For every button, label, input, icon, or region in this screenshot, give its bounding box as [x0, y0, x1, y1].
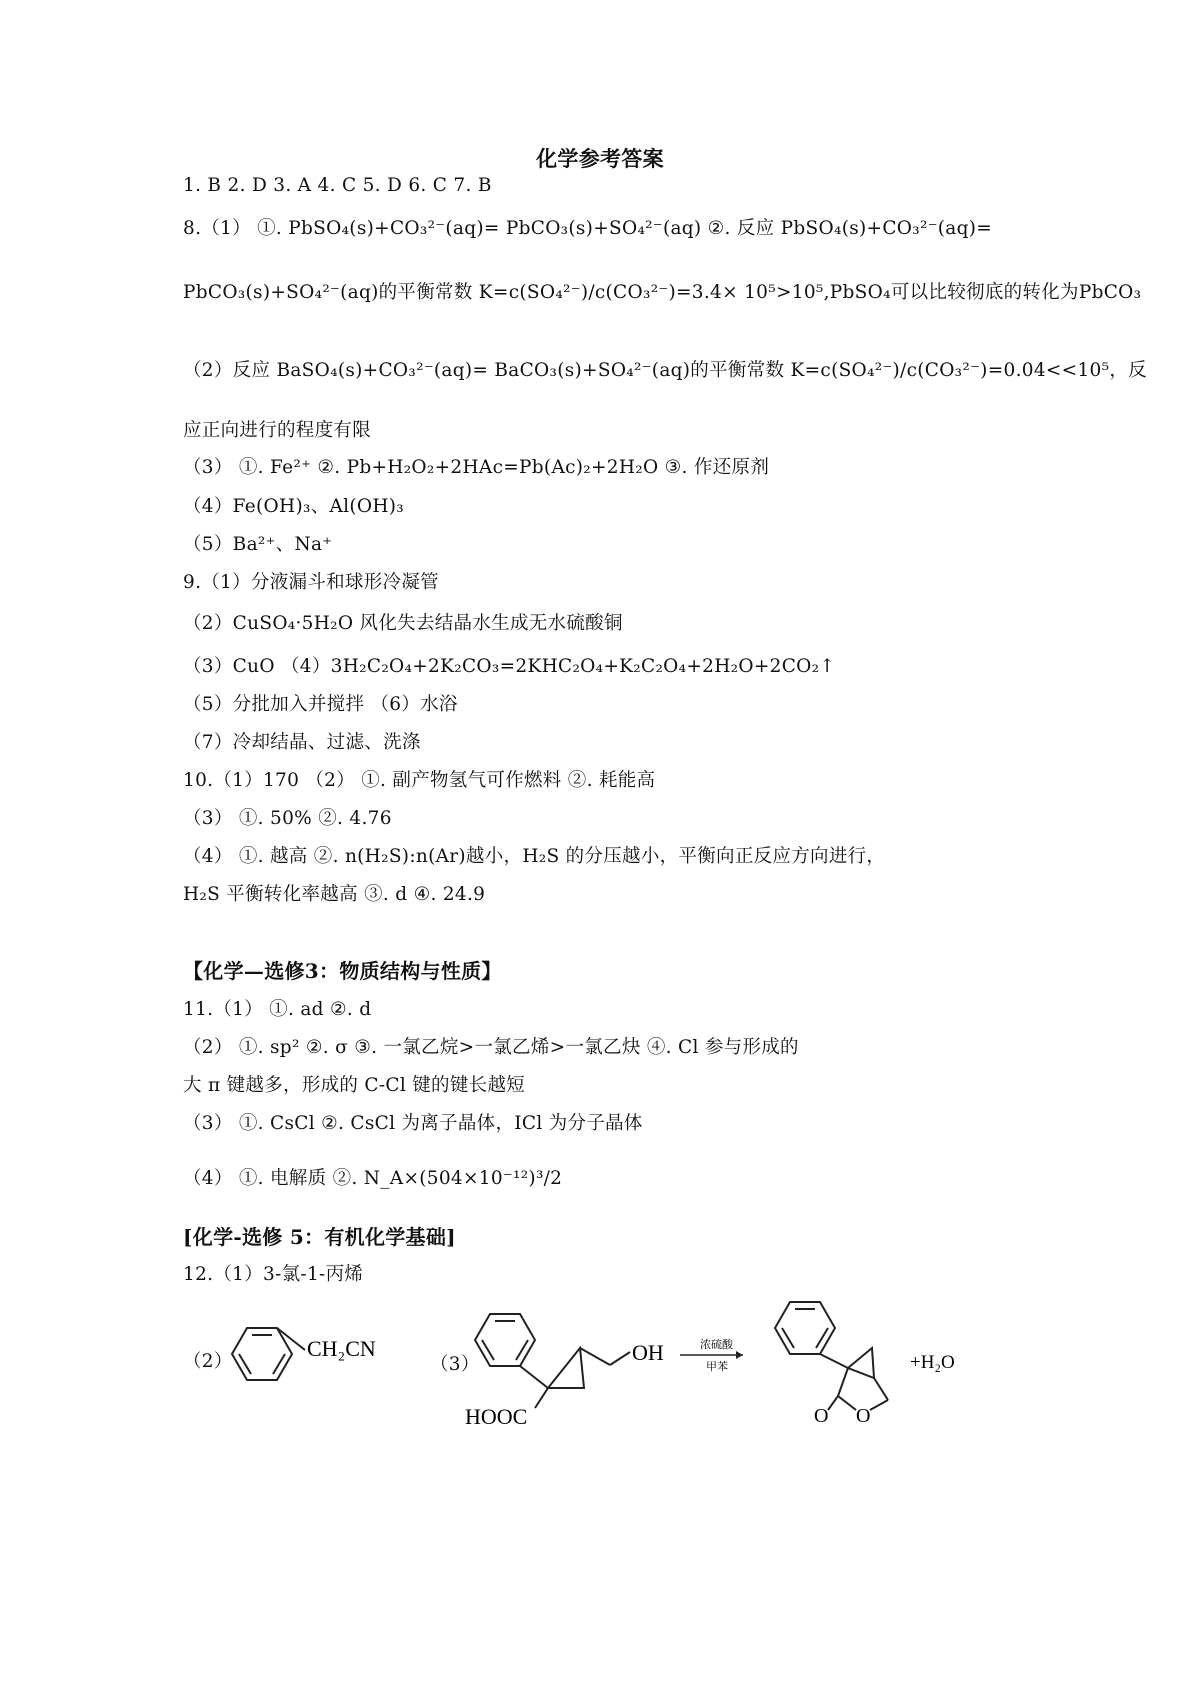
answer-line-9-3: （3）CuO （4）3H₂C₂O₄+2K₂CO₃=2KHC₂O₄+K₂C₂O₄+2H₂O+2CO₂↑	[183, 656, 836, 677]
answer-line-9-5: （5）分批加入并搅拌 （6）水浴	[183, 694, 458, 715]
answer-line-10-1: 10.（1）170 （2） ①. 副产物氢气可作燃料 ②. 耗能高	[183, 770, 656, 791]
hooc-label: HOOC	[465, 1404, 528, 1429]
condition-top: 浓硫酸	[700, 1339, 733, 1351]
answer-line-11-4: （4） ①. 电解质 ②. N_A×(504×10⁻¹²)³/2	[183, 1168, 563, 1189]
q12-part3-label: （3）	[430, 1354, 480, 1375]
answer-line-10-4: （4） ①. 越高 ②. n(H₂S):n(Ar)越小，H₂S 的分压越小，平衡向正反应方向进行，	[183, 846, 886, 867]
answer-line-12-1: 12.（1）3-氯-1-丙烯	[183, 1264, 364, 1285]
answer-line-8-4: （4）Fe(OH)₃、Al(OH)₃	[183, 496, 405, 517]
answer-line-11-3: （3） ①. CsCl ②. CsCl 为离子晶体，ICl 为分子晶体	[183, 1113, 643, 1134]
carbonyl-o-label: O	[814, 1405, 829, 1427]
benzyl-cyanide-structure	[215, 1310, 415, 1410]
condition-bottom: 甲苯	[706, 1361, 728, 1373]
answer-line-9-7: （7）冷却结晶、过滤、洗涤	[183, 732, 421, 753]
q12-part2-label: （2）	[183, 1351, 233, 1372]
answer-line-1: 1. B 2. D 3. A 4. C 5. D 6. C 7. B	[183, 175, 492, 196]
answer-line-8-3: （3） ①. Fe²⁺ ②. Pb+H₂O₂+2HAc=Pb(Ac)₂+2H₂O ③. 作还原剂	[183, 457, 770, 478]
section-heading-5: [化学-选修 5：有机化学基础]	[183, 1225, 456, 1249]
ch2cn-label: CH₂CN	[307, 1336, 376, 1361]
reactant-structure	[460, 1300, 745, 1430]
oh-label: OH	[632, 1340, 664, 1365]
page-title: 化学参考答案	[536, 146, 664, 171]
answer-line-8-2b: 应正向进行的程度有限	[183, 420, 372, 441]
answer-line-8-2: （2）反应 BaSO₄(s)+CO₃²⁻(aq)= BaCO₃(s)+SO₄²⁻(aq)的平衡常数 K=c(SO₄²⁻)/c(CO₃²⁻)=0.04<<10⁵，反	[183, 360, 1147, 381]
answer-line-8-1b: PbCO₃(s)+SO₄²⁻(aq)的平衡常数 K=c(SO₄²⁻)/c(CO₃²⁻)=3.4× 10⁵>10⁵,PbSO₄可以比较彻底的转化为PbCO₃	[183, 282, 1142, 303]
ring-o-label: O	[856, 1405, 871, 1427]
section-heading-3: 【化学—选修3：物质结构与性质】	[183, 959, 502, 983]
answer-line-11-1: 11.（1） ①. ad ②. d	[183, 999, 372, 1020]
answer-line-10-4b: H₂S 平衡转化率越高 ③. d ④. 24.9	[183, 884, 486, 905]
answer-line-8-1: 8.（1） ①. PbSO₄(s)+CO₃²⁻(aq)= PbCO₃(s)+SO₄²⁻(aq) ②. 反应 PbSO₄(s)+CO₃²⁻(aq)=	[183, 218, 993, 239]
answer-line-10-3: （3） ①. 50% ②. 4.76	[183, 808, 392, 829]
answer-line-9-2: （2）CuSO₄·5H₂O 风化失去结晶水生成无水硫酸铜	[183, 613, 623, 634]
answer-line-8-5: （5）Ba²⁺、Na⁺	[183, 534, 333, 555]
answer-line-11-2b: 大 π 键越多，形成的 C-Cl 键的键长越短	[183, 1075, 526, 1096]
water-label: +H₂O	[910, 1352, 955, 1373]
product-lactone-structure	[770, 1290, 980, 1430]
answer-line-11-2: （2） ①. sp² ②. σ ③. 一氯乙烷>一氯乙烯>一氯乙炔 ④. Cl 参与形成的	[183, 1037, 799, 1058]
answer-line-9-1: 9.（1）分液漏斗和球形冷凝管	[183, 572, 439, 593]
